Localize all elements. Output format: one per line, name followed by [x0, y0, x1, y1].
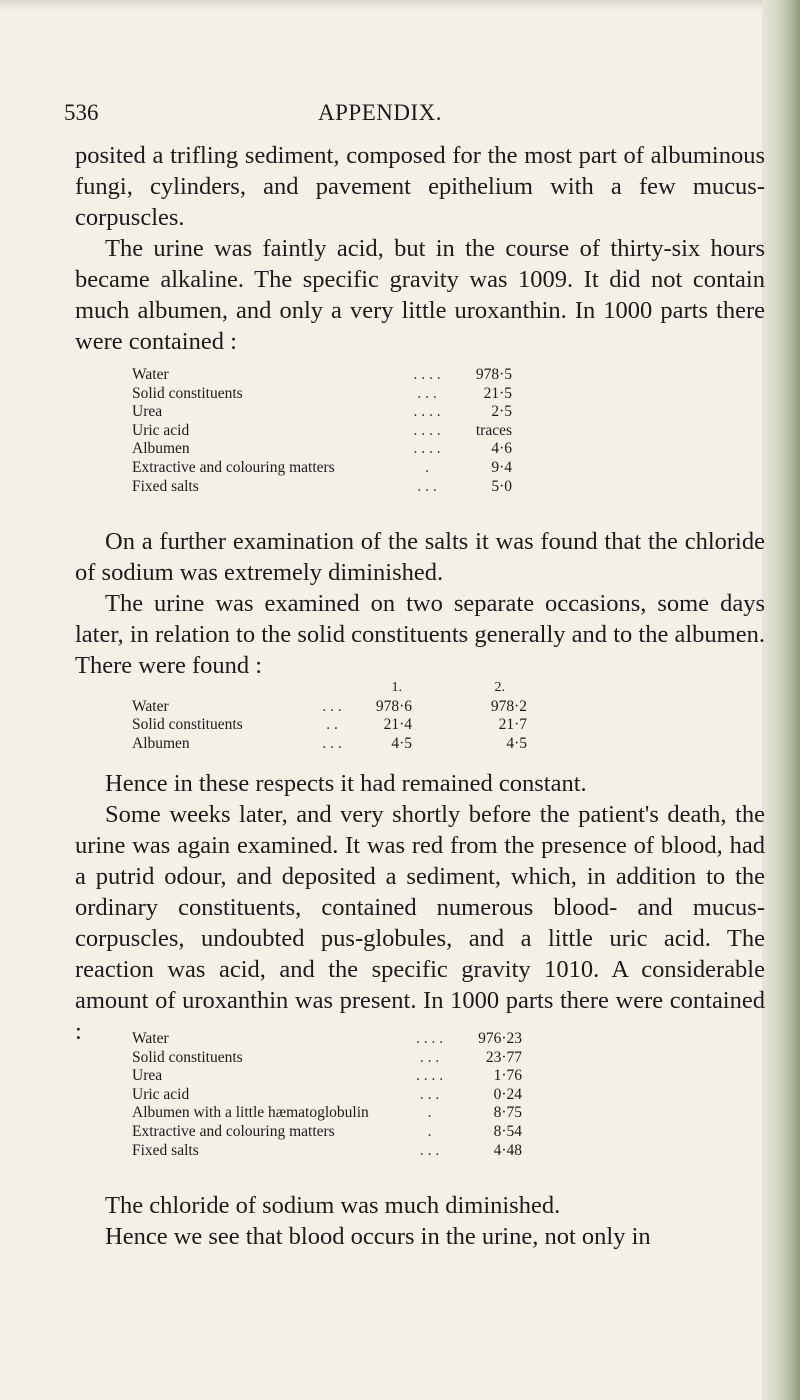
table-row	[132, 385, 512, 404]
table-row	[132, 1104, 522, 1123]
row-value-1: 21·4	[383, 716, 412, 734]
paragraph-1: posited a trifling sediment, composed for the most part of albuminous fungi, cylinders, and pavement epithelium with a few mucus-corpuscles.	[75, 142, 765, 231]
composition-table-3	[132, 1030, 522, 1160]
table-row	[132, 1049, 522, 1068]
row-value: 0·24	[493, 1085, 522, 1103]
row-label: Albumen	[132, 440, 190, 458]
table-row	[132, 440, 512, 459]
leader-dots: . . . .	[413, 403, 441, 421]
page-edge-shadow	[762, 0, 800, 1400]
composition-table-2	[132, 679, 527, 753]
row-value: 23·77	[485, 1048, 522, 1066]
table-row	[132, 1142, 522, 1161]
row-label: Water	[132, 366, 169, 383]
row-value: 8·54	[493, 1122, 522, 1140]
table-row	[132, 1086, 522, 1105]
row-value: 978·5	[475, 366, 512, 383]
page-number: 536	[64, 100, 99, 125]
row-label: Extractive and colouring matters	[132, 1122, 335, 1140]
top-page-shadow	[0, 0, 780, 10]
table-header-row	[132, 679, 527, 698]
row-label: Solid constituents	[132, 1048, 243, 1066]
column-header-1: 1.	[391, 680, 402, 695]
column-header-2: 2.	[494, 680, 505, 695]
paragraph-7: The chloride of sodium was much diminished.	[105, 1192, 561, 1219]
row-value: 5·0	[491, 477, 512, 495]
table-row	[132, 735, 527, 754]
leader-dots: . . .	[322, 697, 342, 715]
row-value-2: 4·5	[506, 734, 527, 752]
table-row	[132, 422, 512, 441]
row-label: Urea	[132, 1067, 163, 1085]
paragraph-4: The urine was examined on two separate occasions, some days later, in relation to the solid constituents generally and to the albumen. There were found :	[75, 590, 765, 679]
leader-dots: . . . .	[415, 1067, 444, 1085]
row-value-2: 21·7	[498, 716, 527, 734]
row-label: Uric acid	[132, 1085, 190, 1103]
row-value: 8·75	[493, 1104, 522, 1122]
paragraph-2: The urine was faintly acid, but in the course of thirty-six hours became alkaline. The specific gravity was 1009. It did not contain much albumen, and only a very little uroxanthin. In 1000 parts there were contained :	[75, 235, 765, 355]
paragraph-6: Some weeks later, and very shortly before the patient's death, the urine was again examined. It was red from the presence of blood, had a putrid odour, and deposited a sediment, which, in addition to the ordinary constituents, contained numerous blood- and mucus-corpuscles, undoubted pus-globules, and a little uric acid. The reaction was acid, and the specific gravity 1010. A considerable amount of uroxanthin was present. In 1000 parts there were contained :	[75, 801, 765, 1045]
table-row	[132, 366, 512, 385]
row-value: traces	[475, 421, 512, 439]
running-title: APPENDIX.	[318, 100, 442, 125]
table-row	[132, 478, 512, 497]
row-value: 21·5	[483, 384, 512, 402]
leader-dots: . . .	[417, 477, 437, 495]
page-header	[0, 100, 760, 130]
leader-dots: .	[425, 458, 429, 476]
row-value: 2·5	[491, 403, 512, 421]
row-value: 1·76	[493, 1067, 522, 1085]
table-row	[132, 716, 527, 735]
leader-dots: . . .	[419, 1141, 440, 1159]
leader-dots: . . . .	[413, 440, 441, 458]
row-value-2: 978·2	[490, 697, 527, 715]
row-value-1: 4·5	[391, 734, 412, 752]
leader-dots: . . .	[419, 1048, 440, 1066]
paragraph-3: On a further examination of the salts it was found that the chloride of sodium was extremely diminished.	[75, 528, 765, 586]
table-row	[132, 403, 512, 422]
table-row	[132, 1030, 522, 1049]
row-label: Uric acid	[132, 421, 190, 439]
table-row	[132, 459, 512, 478]
composition-table-1	[132, 366, 512, 496]
table-row	[132, 1067, 522, 1086]
row-label: Water	[132, 1030, 169, 1047]
leader-dots: .	[427, 1104, 432, 1122]
row-label: Albumen with a little hæmatoglobulin	[132, 1104, 369, 1122]
row-value: 976·23	[478, 1030, 522, 1047]
leader-dots: . . .	[419, 1085, 440, 1103]
row-value-1: 978·6	[375, 697, 412, 715]
leader-dots: . . . .	[415, 1030, 444, 1047]
row-label: Albumen	[132, 734, 190, 752]
leader-dots: . . .	[322, 734, 342, 752]
table-row	[132, 1123, 522, 1142]
row-label: Solid constituents	[132, 716, 243, 734]
leader-dots: . . . .	[413, 366, 441, 383]
leader-dots: .	[427, 1122, 432, 1140]
paragraph-5: Hence in these respects it had remained constant.	[105, 770, 587, 797]
leader-dots: . . . .	[413, 421, 441, 439]
table-row	[132, 698, 527, 717]
row-label: Fixed salts	[132, 477, 199, 495]
row-label: Fixed salts	[132, 1141, 199, 1159]
row-label: Solid constituents	[132, 384, 243, 402]
row-value: 9·4	[491, 458, 512, 476]
leader-dots: . .	[326, 716, 338, 734]
row-label: Water	[132, 697, 169, 715]
row-value: 4·48	[493, 1141, 522, 1159]
leader-dots: . . .	[417, 384, 437, 402]
row-label: Urea	[132, 403, 163, 421]
paragraph-8: Hence we see that blood occurs in the urine, not only in	[105, 1223, 651, 1250]
row-value: 4·6	[491, 440, 512, 458]
row-label: Extractive and colouring matters	[132, 458, 335, 476]
